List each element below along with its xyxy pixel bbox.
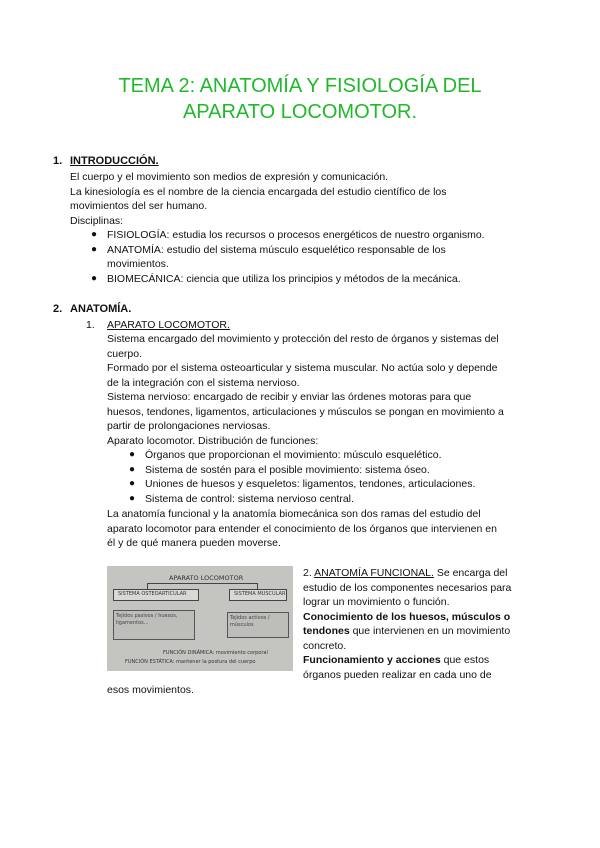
paragraph-line: concreto. (303, 639, 347, 652)
diagram-title: APARATO LOCOMOTOR (169, 574, 244, 582)
paragraph-line: movimientos del ser humano. (70, 200, 208, 212)
subsection-1-closing (107, 507, 497, 551)
diagram-left-box (113, 589, 199, 601)
paragraph-line: La anatomía funcional y la anatomía biomecánica son dos ramas del estudio del (107, 508, 481, 520)
aparato-locomotor-diagram (107, 566, 293, 671)
section-1-title: INTRODUCCIÓN. (70, 155, 159, 167)
subsection-1-text (107, 332, 504, 448)
diagram-right-label: SISTEMA MUSCULAR (234, 591, 286, 597)
bullet-icon: ● (91, 229, 98, 240)
bullet-icon: ● (129, 449, 136, 460)
list-item: ● Sistema de control: sistema nervioso central. (129, 492, 354, 505)
diagram-right-box (229, 589, 287, 601)
document-title (60, 73, 540, 125)
section-1-heading (53, 155, 159, 167)
bullet-icon: ● (91, 243, 98, 255)
subsection-2-number: 2. (303, 567, 312, 579)
subsection-2-title: ANATOMÍA FUNCIONAL. (314, 567, 434, 579)
paragraph-line: El cuerpo y el movimiento son medios de expresión y comunicación. (70, 171, 389, 183)
list-item: ● Uniones de huesos y esqueletos: ligamentos, tendones, articulaciones. (129, 478, 476, 490)
bullet-icon: ● (129, 492, 136, 504)
paragraph-line: Disciplinas: (70, 214, 124, 227)
paragraph-line: tendones que intervienen en un movimiento (303, 625, 511, 637)
bullet-icon: ● (129, 463, 136, 475)
subsection-2-text (303, 566, 511, 682)
section-2-number: 2. (53, 303, 63, 315)
paragraph-line: Conocimiento de los huesos, músculos o (303, 610, 511, 623)
paragraph-line: de la integración con el sistema nervioso. (107, 376, 300, 389)
paragraph-line: huesos, tendones, ligamentos, articulaciones y músculos se pongan en movimiento a (107, 405, 504, 418)
paragraph-line: Aparato locomotor. Distribución de funciones: (107, 434, 319, 447)
paragraph-line: él y de qué manera pueden moverse. (107, 537, 281, 549)
list-item: ● Órganos que proporcionan el movimiento: músculo esquelético. (129, 449, 442, 461)
diagram-right-inner: Tejidos activos / músculos (227, 612, 289, 638)
section-2-title: ANATOMÍA. (70, 303, 132, 315)
paragraph-line: estudio de los componentes necesarios para (303, 581, 512, 594)
paragraph-line: Formado por el sistema osteoarticular y sistema muscular. No actúa solo y depende (107, 362, 498, 374)
section-1-text (70, 170, 447, 228)
section-2-heading (53, 303, 131, 315)
diagram-footer-2: FUNCIÓN ESTÁTICA: mantener la postura del cuerpo (125, 659, 256, 665)
subsection-2-final-line: esos movimientos. (107, 684, 194, 696)
paragraph-line: Sistema encargado del movimiento y protección del resto de órganos y sistemas del (107, 333, 499, 345)
paragraph-line: aparato locomotor para entender el conocimiento de los órganos que intervienen en (107, 522, 497, 535)
diagram-left-inner: Tejidos pasivos / huesos, ligamentos... (113, 610, 195, 640)
paragraph-line: La kinesiología es el nombre de la ciencia encargada del estudio científico de los (70, 185, 447, 198)
paragraph-line: partir de prolongaciones nerviosas. (107, 420, 271, 432)
list-item: ● BIOMECÁNICA: ciencia que utiliza los principios y métodos de la mecánica. (91, 272, 461, 285)
paragraph-line: Sistema nervioso: encargado de recibir y enviar las órdenes motoras para que (107, 391, 472, 403)
title-line-1: TEMA 2: ANATOMÍA Y FISIOLOGÍA DEL (118, 75, 482, 97)
disciplines-list (91, 228, 485, 286)
list-item: ● ANATOMÍA: estudio del sistema músculo esquelético responsable de los movimientos. (91, 243, 446, 270)
functions-list (129, 448, 476, 506)
paragraph-line: Funcionamiento y acciones que estos (303, 654, 490, 666)
bullet-icon: ● (129, 478, 136, 489)
diagram-connector (147, 583, 257, 584)
diagram-left-label: SISTEMA OSTEOARTICULAR (118, 591, 187, 597)
list-item: ● FISIOLOGÍA: estudia los recursos o procesos energéticos de nuestro organismo. (91, 229, 485, 241)
paragraph-line: cuerpo. (107, 347, 143, 360)
section-1-number: 1. (53, 155, 63, 167)
paragraph-line: órganos pueden realizar en cada uno de (303, 668, 492, 681)
paragraph-line: 2. ANATOMÍA FUNCIONAL. Se encarga del (303, 567, 508, 579)
subsection-1-number: 1. (86, 319, 95, 331)
list-item: ● Sistema de sostén para el posible movimiento: sistema óseo. (129, 463, 430, 476)
diagram-footer-1: FUNCIÓN DINÁMICA: movimiento corporal (163, 650, 268, 656)
title-line-2: APARATO LOCOMOTOR. (182, 101, 418, 123)
bullet-icon: ● (91, 272, 98, 284)
paragraph-line: lograr un movimiento o función. (303, 596, 450, 608)
subsection-1-title: APARATO LOCOMOTOR. (107, 319, 230, 331)
